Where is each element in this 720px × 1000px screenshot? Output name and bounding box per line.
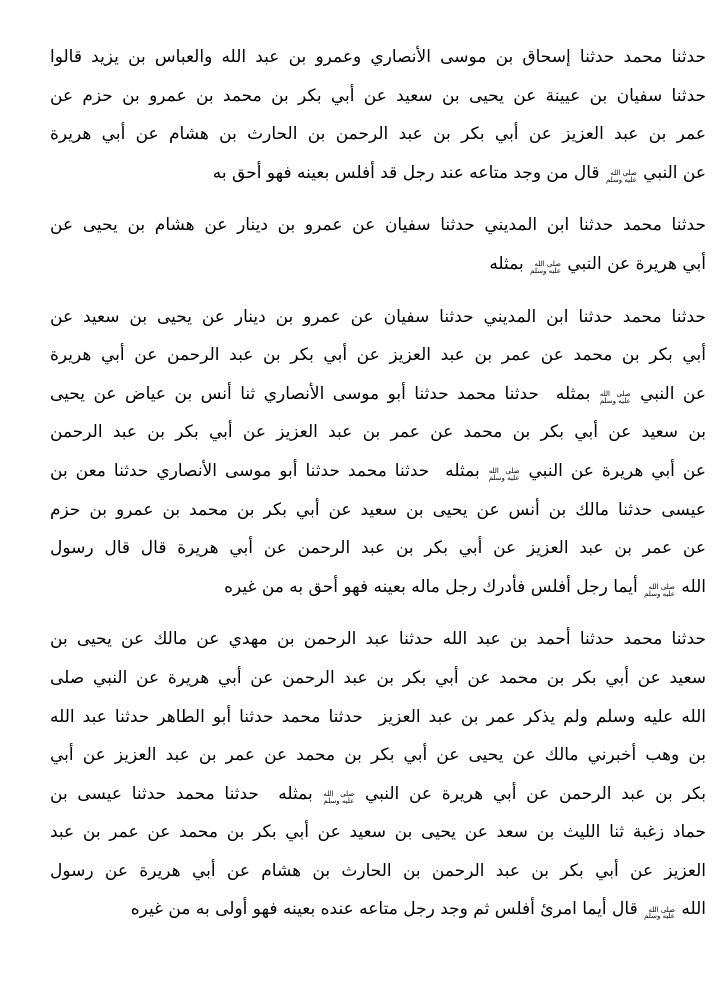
line-text: عن أبي هريرة عن النبي — [520, 460, 706, 481]
text-line — [50, 890, 706, 929]
text-line — [50, 413, 706, 452]
text-line — [50, 336, 706, 375]
line-text: حدثنا محمد حدثنا إسحاق بن موسى الأنصاري وعمرو بن عبد الله والعباس بن يزيد قالوا — [50, 47, 706, 67]
text-line — [50, 115, 706, 154]
saw-ligature-icon — [644, 584, 675, 597]
saw-ligature-icon — [606, 170, 637, 183]
saw-bottom-text: عليه وسلم — [488, 473, 520, 482]
text-line — [50, 245, 706, 284]
line-text: حدثنا محمد حدثنا أحمد بن عبد الله حدثنا عبد الرحمن بن مهدي عن مالك عن يحيى بن — [50, 629, 706, 650]
saw-ligature-icon — [644, 907, 675, 920]
line-text: حدثنا سفيان بن عيينة عن يحيى بن سعيد عن أبي بكر بن محمد بن عمرو بن حزم عن — [50, 85, 706, 106]
saw-ligature-icon — [530, 261, 561, 274]
text-line — [50, 298, 706, 337]
text-line — [50, 620, 706, 659]
text-line — [50, 775, 706, 814]
hadith-paragraph-4 — [50, 620, 706, 929]
saw-bottom-text: عليه وسلم — [599, 396, 631, 405]
text-line — [50, 852, 706, 891]
line-text: أيما رجل أفلس فأدرك رجل ماله بعينه فهو أحق به من غيره — [224, 576, 644, 597]
saw-top-text: صلى الله — [599, 390, 631, 399]
line-text: بمثله — [489, 253, 530, 274]
text-line — [50, 659, 706, 698]
text-line — [50, 491, 706, 530]
text-line — [50, 568, 706, 607]
line-text: أبي بكر بن محمد عن عمر بن عبد العزيز عن أبي بكر بن عبد الرحمن عن أبي هريرة — [50, 345, 706, 366]
saw-bottom-text: عليه وسلم — [323, 796, 355, 805]
text-line — [50, 77, 706, 116]
hadith-paragraph-3 — [50, 298, 706, 607]
line-text: حماد زغبة ثنا الليث بن سعد عن يحيى بن سعيد عن أبي بكر بن محمد عن عمر بن عبد — [50, 822, 706, 843]
saw-top-text: صلى الله — [323, 790, 355, 799]
line-text: عيسى حدثنا مالك بن أنس عن يحيى بن سعيد عن أبي بكر بن محمد بن عمرو بن حزم — [50, 499, 706, 520]
line-text: أبي هريرة عن النبي — [561, 253, 706, 274]
text-line — [50, 375, 706, 414]
hadith-paragraph-2 — [50, 206, 706, 283]
line-text: بن وهب أخبرني مالك عن يحيى عن أبي بكر بن محمد عن عمر بن عبد العزيز عن أبي — [50, 745, 706, 766]
text-line — [50, 154, 706, 193]
text-line — [50, 736, 706, 775]
line-text: قال من وجد متاعه عند رجل قد أفلس بعينه فهو أحق به — [212, 162, 605, 183]
saw-bottom-text: عليه وسلم — [644, 912, 675, 921]
line-text: عمر بن عبد العزيز عن أبي بكر بن عبد الرحمن بن الحارث بن هشام عن أبي هريرة — [50, 124, 706, 145]
line-text: حدثنا محمد حدثنا ابن المديني حدثنا سفيان عن عمرو بن دينار عن هشام بن يحيى عن — [50, 215, 706, 236]
saw-ligature-icon — [489, 468, 520, 481]
saw-bottom-text: عليه وسلم — [605, 175, 637, 184]
line-text: العزيز عن أبي بكر بن عبد الرحمن بن الحارث بن هشام عن أبي هريرة عن رسول — [50, 860, 706, 881]
line-text: عن النبي — [631, 383, 706, 404]
line-text: قال أيما امرئ أفلس ثم وجد رجل متاعه عنده بعينه فهو أولى به من غيره — [130, 899, 644, 920]
text-line — [50, 813, 706, 852]
line-text: سعيد عن أبي بكر بن محمد عن أبي بكر بن عبد الرحمن عن أبي هريرة عن النبي صلى — [50, 667, 706, 688]
line-text: الله عليه وسلم ولم يذكر عمر بن عبد العزيز حدثنا محمد حدثنا أبو الطاهر حدثنا عبد الله — [50, 706, 706, 727]
line-text: بن سعيد عن أبي بكر بن محمد عن عمر بن عبد العزيز عن أبي بكر بن عبد الرحمن — [50, 422, 706, 443]
text-line — [50, 206, 706, 245]
saw-top-text: صلى الله — [534, 260, 561, 269]
text-line — [50, 38, 706, 77]
line-text: عن عمر بن عبد العزيز عن أبي بكر بن عبد الرحمن عن أبي هريرة قال قال رسول — [50, 538, 706, 559]
saw-bottom-text: عليه وسلم — [644, 589, 675, 598]
saw-ligature-icon — [323, 791, 354, 804]
saw-top-text: صلى الله — [648, 583, 675, 592]
hadith-paragraph-1 — [50, 38, 706, 192]
saw-top-text: صلى الله — [488, 467, 520, 476]
line-text: الله — [675, 576, 706, 597]
text-line — [50, 529, 706, 568]
line-text: عن النبي — [637, 162, 706, 183]
line-text: حدثنا محمد حدثنا ابن المديني حدثنا سفيان عن عمرو بن دينار عن يحيى بن سعيد عن — [50, 306, 706, 327]
text-line — [50, 698, 706, 737]
saw-ligature-icon — [600, 391, 631, 404]
line-text: بمثله حدثنا محمد حدثنا عيسى بن — [50, 783, 323, 804]
line-text: بمثله حدثنا محمد حدثنا أبو موسى الأنصاري حدثنا معن بن — [50, 460, 488, 481]
saw-bottom-text: عليه وسلم — [530, 266, 561, 275]
line-text: بمثله حدثنا محمد حدثنا أبو موسى الأنصاري ثنا أنس بن عياض عن يحيى — [50, 383, 599, 404]
saw-top-text: صلى الله — [648, 905, 675, 914]
line-text: بكر بن عبد الرحمن عن أبي هريرة عن النبي — [355, 783, 706, 804]
line-text: الله — [675, 899, 706, 920]
text-line — [50, 452, 706, 491]
saw-top-text: صلى الله — [610, 169, 637, 178]
